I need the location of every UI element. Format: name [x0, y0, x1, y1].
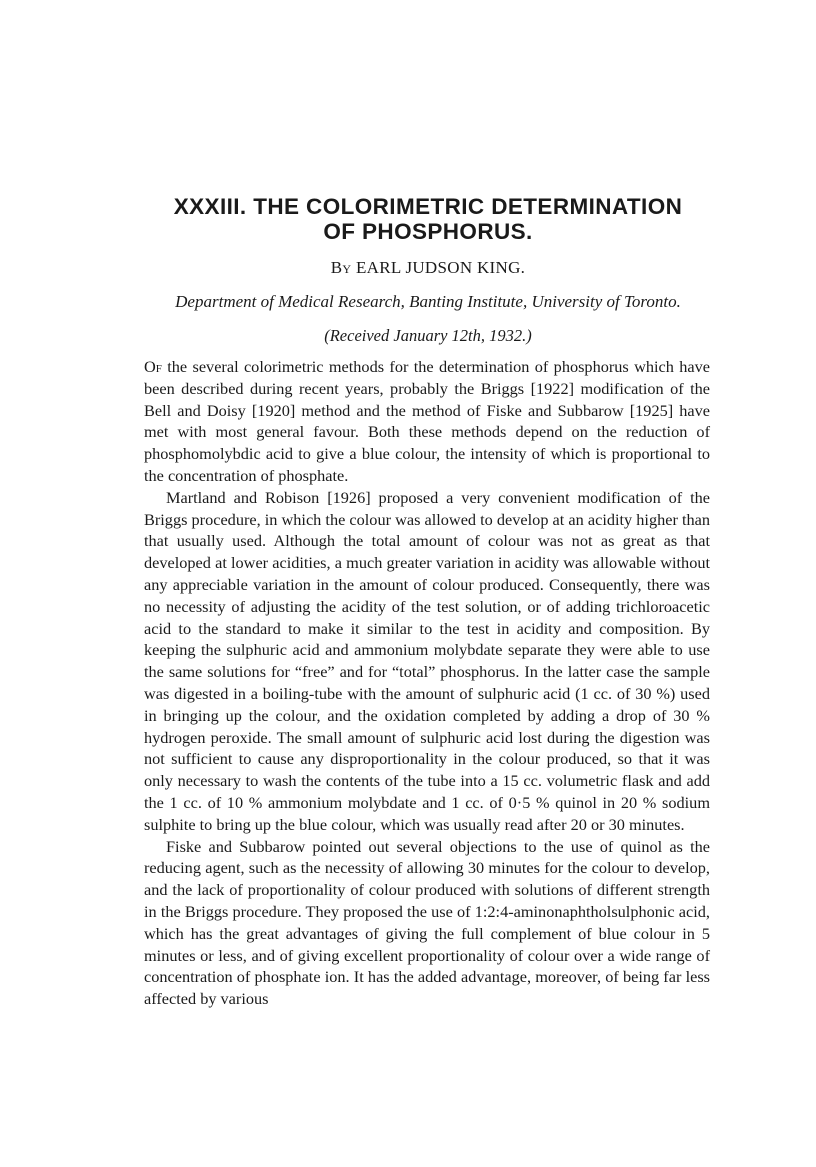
paragraph-text: Martland and Robison [1926] proposed a very convenient modification of the Briggs procedure, in which the colour was allowed to develop at an acidity higher than that usually used. Although the total amount of colour was not as great as that developed at lower acidities, a much greater variation in acidity was allowable without any appreciable variation in the amount of colour produced. Consequently, there was no necessity of adjusting the acidity of the test solution, or of adding trichloroacetic acid to the standard to make it similar to the test in acidity and composition. By keeping the sulphuric acid and ammonium molybdate separate they were able to use the same solutions for “free” and for “total” phosphorus. In the latter case the sample was digested in a boiling-tube with the amount of sulphuric acid (1 cc. of 30 %) used in bringing up the colour, and the oxidation completed by adding a drop of 30 % hydrogen peroxide. The small amount of sulphuric acid lost during the digestion was not sufficient to cause any disproportionality in the colour produced, so that it was only necessary to wash the contents of the tube into a 15 cc. volumetric flask and add the 1 cc. of 10 % ammonium molybdate and 1 cc. of 0·5 % quinol in 20 % sodium sulphite to bring up the blue colour, which was usually read after 20 or 30 minutes.	[144, 487, 710, 834]
paragraph-1	[144, 356, 710, 487]
paragraph-3	[144, 836, 710, 1010]
author-name: EARL JUDSON KING.	[355, 258, 526, 277]
article-body	[144, 356, 710, 1010]
paragraph-text: the several colorimetric methods for the determination of phosphorus which have been described during recent years, probably the Briggs [1922] modification of the Bell and Doisy [1920] method and the method of Fiske and Subbarow [1925] have met with most general favour. Both these methods depend on the reduction of phosphomolybdic acid to give a blue colour, the intensity of which is proportional to the concentration of phosphate.	[144, 357, 710, 485]
author-byline	[140, 258, 716, 278]
paragraph-lead: Of	[144, 357, 162, 376]
article-title	[140, 194, 716, 244]
paragraph-text: Fiske and Subbarow pointed out several objections to the use of quinol as the reducing agent, such as the necessity of allowing 30 minutes for the colour to develop, and the lack of proportionality of colour produced with solutions of different strength in the Briggs procedure. They proposed the use of 1:2:4-aminonaphtholsulphonic acid, which has the great advantages of giving the full complement of blue colour in 5 minutes or less, and of giving excellent proportionality of colour over a wide range of concentration of phosphate ion. It has the added advantage, moreover, of being far less affected by various	[144, 836, 710, 1009]
author-affiliation: Department of Medical Research, Banting Institute, University of Toronto.	[175, 292, 681, 311]
byline-prefix: By	[330, 258, 352, 277]
title-line-1: XXXIII. THE COLORIMETRIC DETERMINATION	[173, 194, 683, 219]
paragraph-2	[144, 487, 710, 836]
received-date: (Received January 12th, 1932.)	[324, 326, 532, 345]
title-line-2: OF PHOSPHORUS.	[323, 219, 533, 244]
